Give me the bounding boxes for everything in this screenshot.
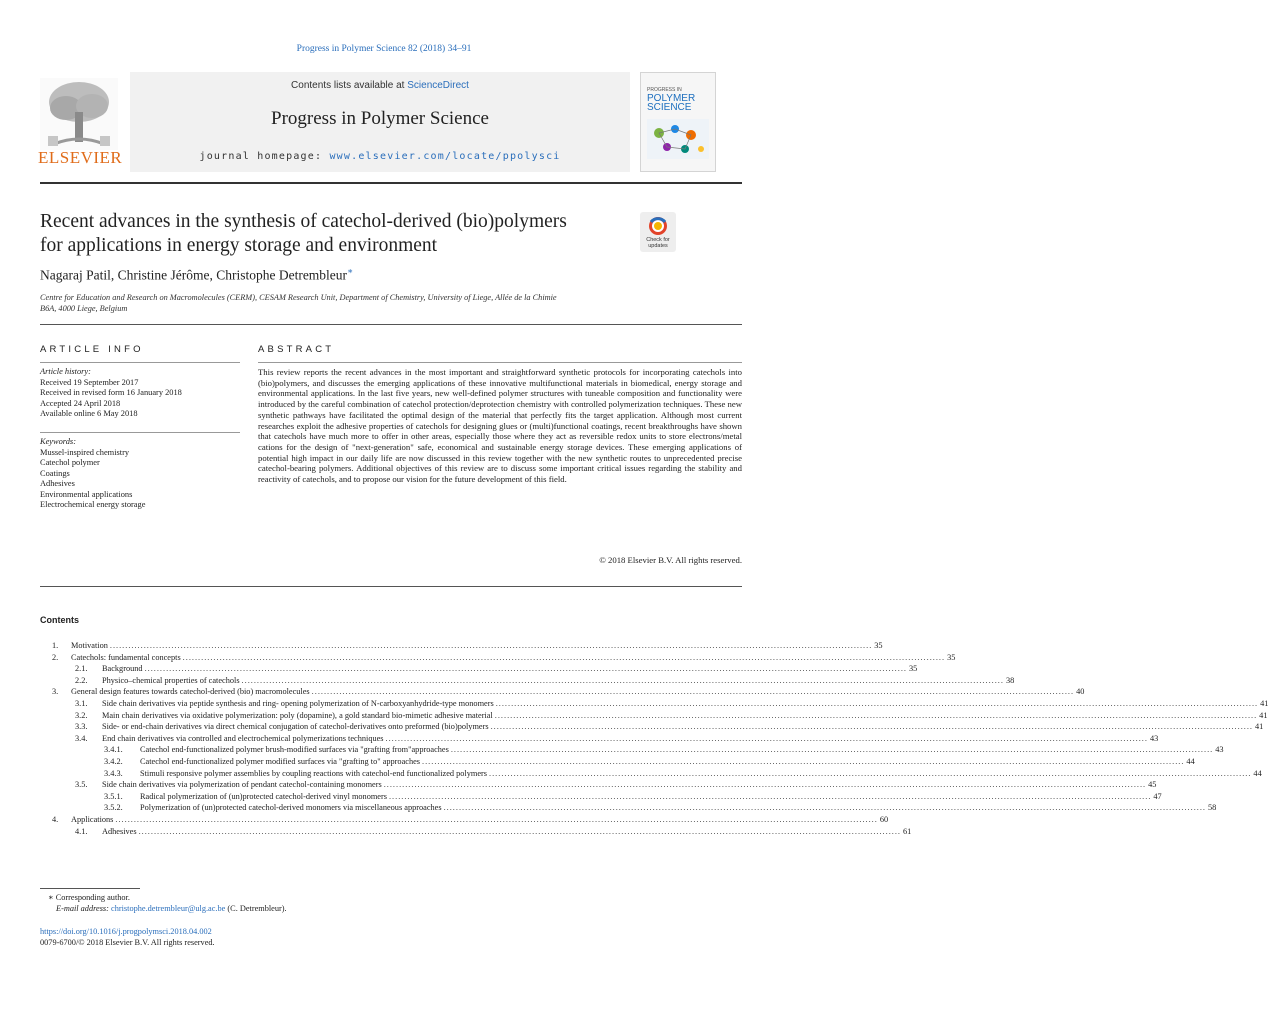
toc-entry-number: 3.4.1. <box>104 745 123 755</box>
toc-entry-title: Motivation <box>71 641 108 650</box>
article-history-label: Article history: <box>40 367 91 376</box>
keyword: Coatings <box>40 468 70 478</box>
toc-entry-number: 2.1. <box>75 664 88 674</box>
toc-leader-dots <box>451 744 1213 756</box>
history-item: Available online 6 May 2018 <box>40 409 138 418</box>
homepage-prefix: journal homepage: <box>199 151 323 162</box>
toc-leader-dots <box>312 686 1074 698</box>
keywords-rule <box>40 432 240 433</box>
author-email-link[interactable]: christophe.detrembleur@ulg.ac.be <box>111 904 226 913</box>
toc-leader-dots <box>110 640 872 652</box>
toc-entry-page: 35 <box>908 664 918 674</box>
check-for-updates-badge[interactable] <box>640 212 676 252</box>
contents-available-line <box>130 80 630 91</box>
abstract-heading: ABSTRACT <box>258 344 335 355</box>
toc-entry-page: 58 <box>1207 803 1217 813</box>
toc-entry-title: Catechol end-functionalized polymer brush-modified surfaces via "grafting from"approaches <box>140 745 449 755</box>
check-for-updates-label: Check for updates <box>646 237 670 249</box>
toc-entry-number: 3.5.2. <box>104 803 123 813</box>
toc-entry-title: Adhesives <box>102 826 137 836</box>
table-of-contents <box>40 640 1268 837</box>
toc-entry-page: 38 <box>1005 675 1015 685</box>
footnote-mark: ∗ <box>48 893 54 902</box>
toc-leader-dots <box>145 663 907 675</box>
abstract-end-divider <box>40 586 742 587</box>
toc-entry-title: Side chain derivatives via polymerization of pendant catechol-containing monomers <box>102 780 382 790</box>
toc-leader-dots <box>495 710 1257 722</box>
keyword: Catechol polymer <box>40 458 100 467</box>
toc-entry[interactable] <box>40 814 889 826</box>
toc-entry-page: 60 <box>879 814 889 824</box>
toc-leader-dots <box>384 779 1146 791</box>
keywords-label: Keywords: <box>40 437 76 446</box>
toc-entry-number: 2.2. <box>75 675 88 685</box>
header-divider <box>40 182 742 184</box>
journal-reference[interactable]: Progress in Polymer Science 82 (2018) 34–91 <box>296 44 472 54</box>
toc-entry[interactable] <box>40 779 1157 791</box>
toc-leader-dots <box>489 768 1251 780</box>
toc-entry-page: 44 <box>1253 768 1262 778</box>
abstract-rule <box>258 362 742 363</box>
toc-leader-dots <box>386 733 1148 745</box>
toc-entry-title: Radical polymerization of (un)protected catechol-derived vinyl monomers <box>140 791 387 801</box>
toc-entry[interactable] <box>40 768 1262 780</box>
doi-block <box>40 926 540 948</box>
keyword: Mussel-inspired chemistry <box>40 447 130 457</box>
abstract-text: This review reports the recent advances in the most important and straightforward synthetic protocols for incorporating catechols into (bio)polymers, and discusses the emerging applications of these innovative multifunctional materials in biomedical, energy storage and environmental applications. In the last five years, new well-defined polymer structures with tuneable composition and functionality were introduced by the careful combination of catechol protection/deprotection chemistry with controlled polymerization techniques. These new synthetic pathways have facilitated the optimal design of the material that perfectly fits the target application. Although most current researches exploit the adhesive properties of catechols for designing glues or (multi)functional coatings, recent breakthroughs have shown that catechols have much more to offer in other areas, especially those where they act as reversible redox units to store electrons/metal cations for the design of "next-generation" safe, economical and sustainable energy storage devices. These emerging applications of potential high impact in our daily life are now discussed in this review together with the new synthetic routes to unprecedented precise catechol-bearing polymers. Additional objectives of this review are to discuss some important critical issues regarding the stability and reactivity of catechols, and to propose our vision for the future development of this field. <box>258 367 742 485</box>
keyword: Environmental applications <box>40 489 133 499</box>
cover-title: PROGRESS IN POLYMER SCIENCE <box>647 87 696 113</box>
toc-entry-page: 45 <box>1148 780 1157 790</box>
homepage-link[interactable]: www.elsevier.com/locate/ppolysci <box>329 151 561 162</box>
history-item: Received in revised form 16 January 2018 <box>40 388 182 397</box>
article-info-heading: ARTICLE INFO <box>40 344 144 355</box>
article-info-divider <box>40 324 742 325</box>
toc-entry-number: 3.4.3. <box>104 768 123 778</box>
toc-leader-dots <box>389 791 1151 803</box>
toc-entry-title: General design features towards catechol-derived (bio) macromolecules <box>71 687 310 697</box>
toc-entry-title: Applications <box>71 814 114 824</box>
article-authors <box>40 266 353 284</box>
author-list: Nagaraj Patil, Christine Jérôme, Christophe Detrembleur <box>40 267 348 283</box>
cover-illustration-icon <box>647 119 709 159</box>
toc-entry[interactable] <box>40 802 1217 814</box>
toc-entry-number: 4.1. <box>75 826 88 836</box>
toc-entry-title: Side- or end-chain derivatives via direct chemical conjugation of catechol-derivatives onto preformed (bio)polymers <box>102 722 489 732</box>
toc-entry-page: 41 <box>1260 698 1268 708</box>
toc-entry-page: 41 <box>1259 710 1268 720</box>
toc-entry-number: 3.3. <box>75 722 88 732</box>
toc-entry[interactable] <box>40 710 1268 722</box>
toc-entry-page: 44 <box>1186 756 1195 766</box>
issn-copyright: 0079-6700/© 2018 Elsevier B.V. All rights reserved. <box>40 938 215 947</box>
corresponding-author-footnote <box>40 892 540 914</box>
toc-entry-number: 4. <box>52 814 59 824</box>
toc-entry[interactable] <box>40 675 1015 687</box>
toc-entry-title: Main chain derivatives via oxidative polymerization: poly (dopamine), a gold standard bio-mimetic adhesive material <box>102 710 493 720</box>
abstract-copyright: © 2018 Elsevier B.V. All rights reserved. <box>599 555 742 565</box>
toc-entry[interactable] <box>40 756 1195 768</box>
toc-entry[interactable] <box>40 826 912 838</box>
toc-entry[interactable] <box>40 652 956 664</box>
toc-entry-number: 3.5.1. <box>104 791 123 801</box>
keyword: Adhesives <box>40 479 75 488</box>
toc-entry[interactable] <box>40 698 1268 710</box>
article-history <box>40 367 240 420</box>
toc-entry-page: 61 <box>902 826 912 836</box>
toc-entry[interactable] <box>40 686 1085 698</box>
toc-leader-dots <box>491 721 1253 733</box>
contents-heading: Contents <box>40 615 79 625</box>
toc-entry-title: Catechol end-functionalized polymer modified surfaces via "grafting to" approaches <box>140 756 421 766</box>
toc-entry[interactable] <box>40 663 918 675</box>
footnote-rule <box>40 888 140 889</box>
toc-entry-page: 41 <box>1255 722 1264 732</box>
history-item: Received 19 September 2017 <box>40 377 139 387</box>
keywords <box>40 437 240 511</box>
email-label: E-mail address: <box>56 904 109 913</box>
toc-leader-dots <box>444 802 1206 814</box>
toc-entry-title: Polymerization of (un)protected catechol-derived monomers via miscellaneous approaches <box>140 803 442 813</box>
journal-cover-thumbnail[interactable] <box>640 72 716 172</box>
toc-entry[interactable] <box>40 791 1162 803</box>
toc-entry-number: 3.4.2. <box>104 756 123 766</box>
email-suffix: (C. Detrembleur). <box>227 904 287 913</box>
toc-entry-title: Physico–chemical properties of catechols <box>102 675 240 685</box>
toc-entry[interactable] <box>40 640 883 652</box>
toc-entry-number: 3.2. <box>75 710 88 720</box>
toc-entry-title: End chain derivatives via controlled and electrochemical polymerizations techniques <box>102 733 384 743</box>
toc-entry-number: 3.5. <box>75 780 88 790</box>
corresponding-author-mark[interactable]: ∗ <box>347 266 354 276</box>
toc-entry-page: 35 <box>874 641 883 650</box>
journal-homepage <box>130 151 630 162</box>
toc-leader-dots <box>422 756 1184 768</box>
elsevier-tree-logo-icon <box>40 78 118 150</box>
toc-entry[interactable] <box>40 733 1159 745</box>
toc-leader-dots <box>139 826 901 838</box>
sciencedirect-link[interactable]: ScienceDirect <box>407 80 469 91</box>
elsevier-wordmark: ELSEVIER <box>38 148 123 167</box>
journal-title: Progress in Polymer Science <box>271 108 489 129</box>
toc-leader-dots <box>242 675 1004 687</box>
toc-entry-page: 35 <box>947 652 956 662</box>
toc-leader-dots <box>115 814 877 826</box>
toc-entry[interactable] <box>40 721 1264 733</box>
toc-entry-title: Background <box>102 664 143 674</box>
toc-entry-page: 47 <box>1153 791 1162 801</box>
footnote-corresponding: Corresponding author. <box>55 893 130 902</box>
history-item: Accepted 24 April 2018 <box>40 398 121 408</box>
keyword: Electrochemical energy storage <box>40 500 146 509</box>
toc-entry-number: 3.4. <box>75 733 88 743</box>
contents-available-prefix: Contents lists available at <box>291 80 405 91</box>
toc-entry-page: 43 <box>1215 745 1224 755</box>
toc-entry-page: 40 <box>1076 687 1085 697</box>
article-info-rule <box>40 362 240 363</box>
toc-entry-number: 1. <box>52 641 59 650</box>
article-title: Recent advances in the synthesis of catechol-derived (bio)polymers for applications in energy storage and environment <box>40 211 567 256</box>
toc-entry-title: Side chain derivatives via peptide synthesis and ring- opening polymerization of N-carboxyanhydride-type monomers <box>102 698 494 708</box>
toc-entry-page: 43 <box>1149 733 1159 743</box>
toc-entry[interactable] <box>40 744 1224 756</box>
toc-entry-number: 2. <box>52 652 59 662</box>
toc-entry-title: Stimuli responsive polymer assemblies by coupling reactions with catechol-end functionalized polymers <box>140 768 488 778</box>
toc-entry-title: Catechols: fundamental concepts <box>71 652 181 662</box>
author-affiliation: Centre for Education and Research on Macromolecules (CERM), CESAM Research Unit, Department of Chemistry, University of Liege, Allée de la Chimie B6A, 4000 Liege, Belgium <box>40 293 557 313</box>
toc-entry-number: 3.1. <box>75 698 88 708</box>
toc-leader-dots <box>496 698 1258 710</box>
doi-link[interactable]: https://doi.org/10.1016/j.progpolymsci.2018.04.002 <box>40 927 212 936</box>
toc-leader-dots <box>183 652 945 664</box>
toc-entry-number: 3. <box>52 687 59 697</box>
